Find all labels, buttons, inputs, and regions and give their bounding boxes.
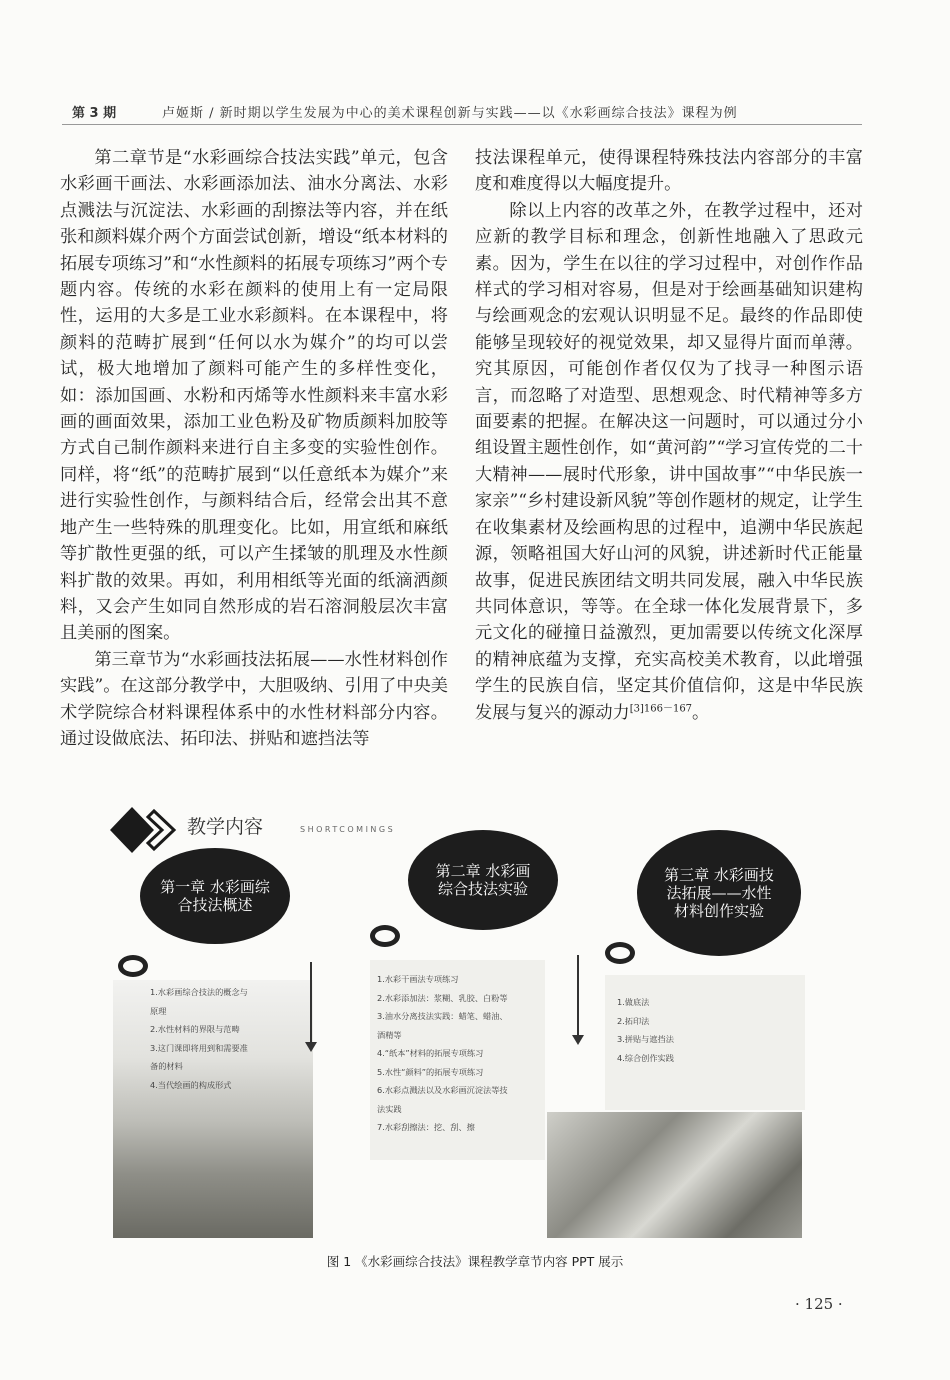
issue-number: 第 3 期: [72, 106, 117, 121]
figure-ppt-slide: [100, 800, 820, 1240]
paragraph-text: 除以上内容的改革之外，在教学过程中，还对应新的教学目标和理念，创新性地融入了思政元素。因为，学生在以往的学习过程中，对创作作品样式的学习相对容易，但是对于绘画基础知识建构与绘画观念的宏观认识明显不足。最终的作品即使能够呈现较好的视觉效果，却又显得片面而单薄。究其原因，可能创作者仅仅为了找寻一种图示语言，而忽略了对造型、思想观念、时代精神等多方面要素的把握。在解决这一问题时，可以通过分小组设置主题性创作，如“黄河韵”“学习宣传党的二十大精神——展时代形象，讲中国故事”“中华民族一家亲”“乡村建设新风貌”等创作题材的规定，让学生在收集素材及绘画构思的过程中，追溯中华民族起源，领略祖国大好山河的风貌，讲述新时代正能量故事，促进民族团结文明共同发展，融入中华民族共同体意识，等等。在全球一体化发展背景下，多元文化的碰撞日益激烈，更加需要以传统文化深厚的精神底蕴为支撑，充实高校美术教育，以此增强学生的民族自信，坚定其价值信仰，这是中华民族发展与复兴的源动力: [475, 200, 863, 723]
paragraph: 第三章节为“水彩画技法拓展——水性材料创作实践”。在这部分教学中，大胆吸纳、引用了中央美术学院综合材料课程体系中的水性材料部分内容。通过设做底法、拓印法、拼贴和遮挡法等: [60, 649, 448, 749]
arrow-down-icon: [310, 962, 312, 1044]
classroom-photo: [547, 1112, 802, 1238]
running-title: 卢姬斯 / 新时期以学生发展为中心的美术课程创新与实践——以《水彩画综合技法》课程为例: [162, 106, 738, 121]
chapter-bubble-1: 第一章 水彩画综合技法概述: [140, 848, 290, 944]
paragraph-continued: 技法课程单元，使得课程特殊技法内容部分的丰富度和难度得以大幅度提升。: [475, 148, 863, 195]
figure-subtitle: SHORTCOMINGS: [300, 825, 396, 834]
running-header: [62, 98, 862, 125]
paragraph: [475, 198, 863, 726]
figure-title: 教学内容: [187, 816, 264, 838]
chapter-bubble-2: 第二章 水彩画综合技法实验: [408, 830, 558, 930]
citation: [3]166－167: [629, 702, 693, 714]
arrow-down-icon: [572, 1035, 584, 1045]
right-column: [475, 145, 863, 726]
ring-icon: [370, 925, 400, 947]
chapter-bubble-3: 第三章 水彩画技法拓展——水性材料创作实验: [637, 830, 801, 956]
arrow-down-icon: [305, 1042, 317, 1052]
left-column: [60, 145, 448, 752]
chapter-2-items: 1.水彩干画法专项练习 2.水彩添加法：浆糊、乳胶、白粉等 3.油水分离技法实践：蜡笔、蜡油、 酒精等 4.“纸本”材料的拓展专项练习 5.水性“颜料”的拓展专项练习 6.水彩点溅法以及水彩画沉淀法等技 法实践 7.水彩刮擦法：挖、刮、擦: [377, 974, 508, 1132]
ring-icon: [118, 955, 148, 977]
page-number: · 125 ·: [795, 1295, 843, 1313]
figure-caption: 图 1 《水彩画综合技法》课程教学章节内容 PPT 展示: [326, 1254, 624, 1269]
paragraph-end: 。: [692, 702, 710, 723]
diamond-logo-icon: [110, 805, 180, 855]
ring-icon: [605, 942, 635, 964]
chapter-1-items: 1.水彩画综合技法的概念与 原理 2.水性材料的界限与范畴 3.这门课即将用到和需要准 备的材料 4.当代绘画的构成形式: [150, 987, 248, 1090]
paragraph: 第二章节是“水彩画综合技法实践”单元，包含水彩画干画法、水彩画添加法、油水分离法、水彩点溅法与沉淀法、水彩画的刮擦法等内容，并在纸张和颜料媒介两个方面尝试创新，增设“纸本材料的拓展专项练习”和“水性颜料的拓展专项练习”两个专题内容。传统的水彩在颜料的使用上有一定局限性，运用的大多是工业水彩颜料。在本课程中，将颜料的范畴扩展到“任何以水为媒介”的均可以尝试，极大地增加了颜料可能产生的多样性变化，如：添加国画、水粉和丙烯等水性颜料来丰富水彩画的画面效果，添加工业色粉及矿物质颜料加胶等方式自己制作颜料来进行自主多变的实验性创作。同样，将“纸”的范畴扩展到“以任意纸本为媒介”来进行实验性创作，与颜料结合后，经常会出其不意地产生一些特殊的肌理变化。比如，用宣纸和麻纸等扩散性更强的纸，可以产生揉皱的肌理及水性颜料扩散的效果。再如，利用相纸等光面的纸滴洒颜料，又会产生如同自然形成的岩石溶洞般层次丰富且美丽的图案。: [60, 148, 448, 644]
arrow-down-icon: [577, 955, 579, 1037]
chapter-3-items: 1.做底法 2.拓印法 3.拼贴与遮挡法 4.综合创作实践: [617, 997, 674, 1063]
